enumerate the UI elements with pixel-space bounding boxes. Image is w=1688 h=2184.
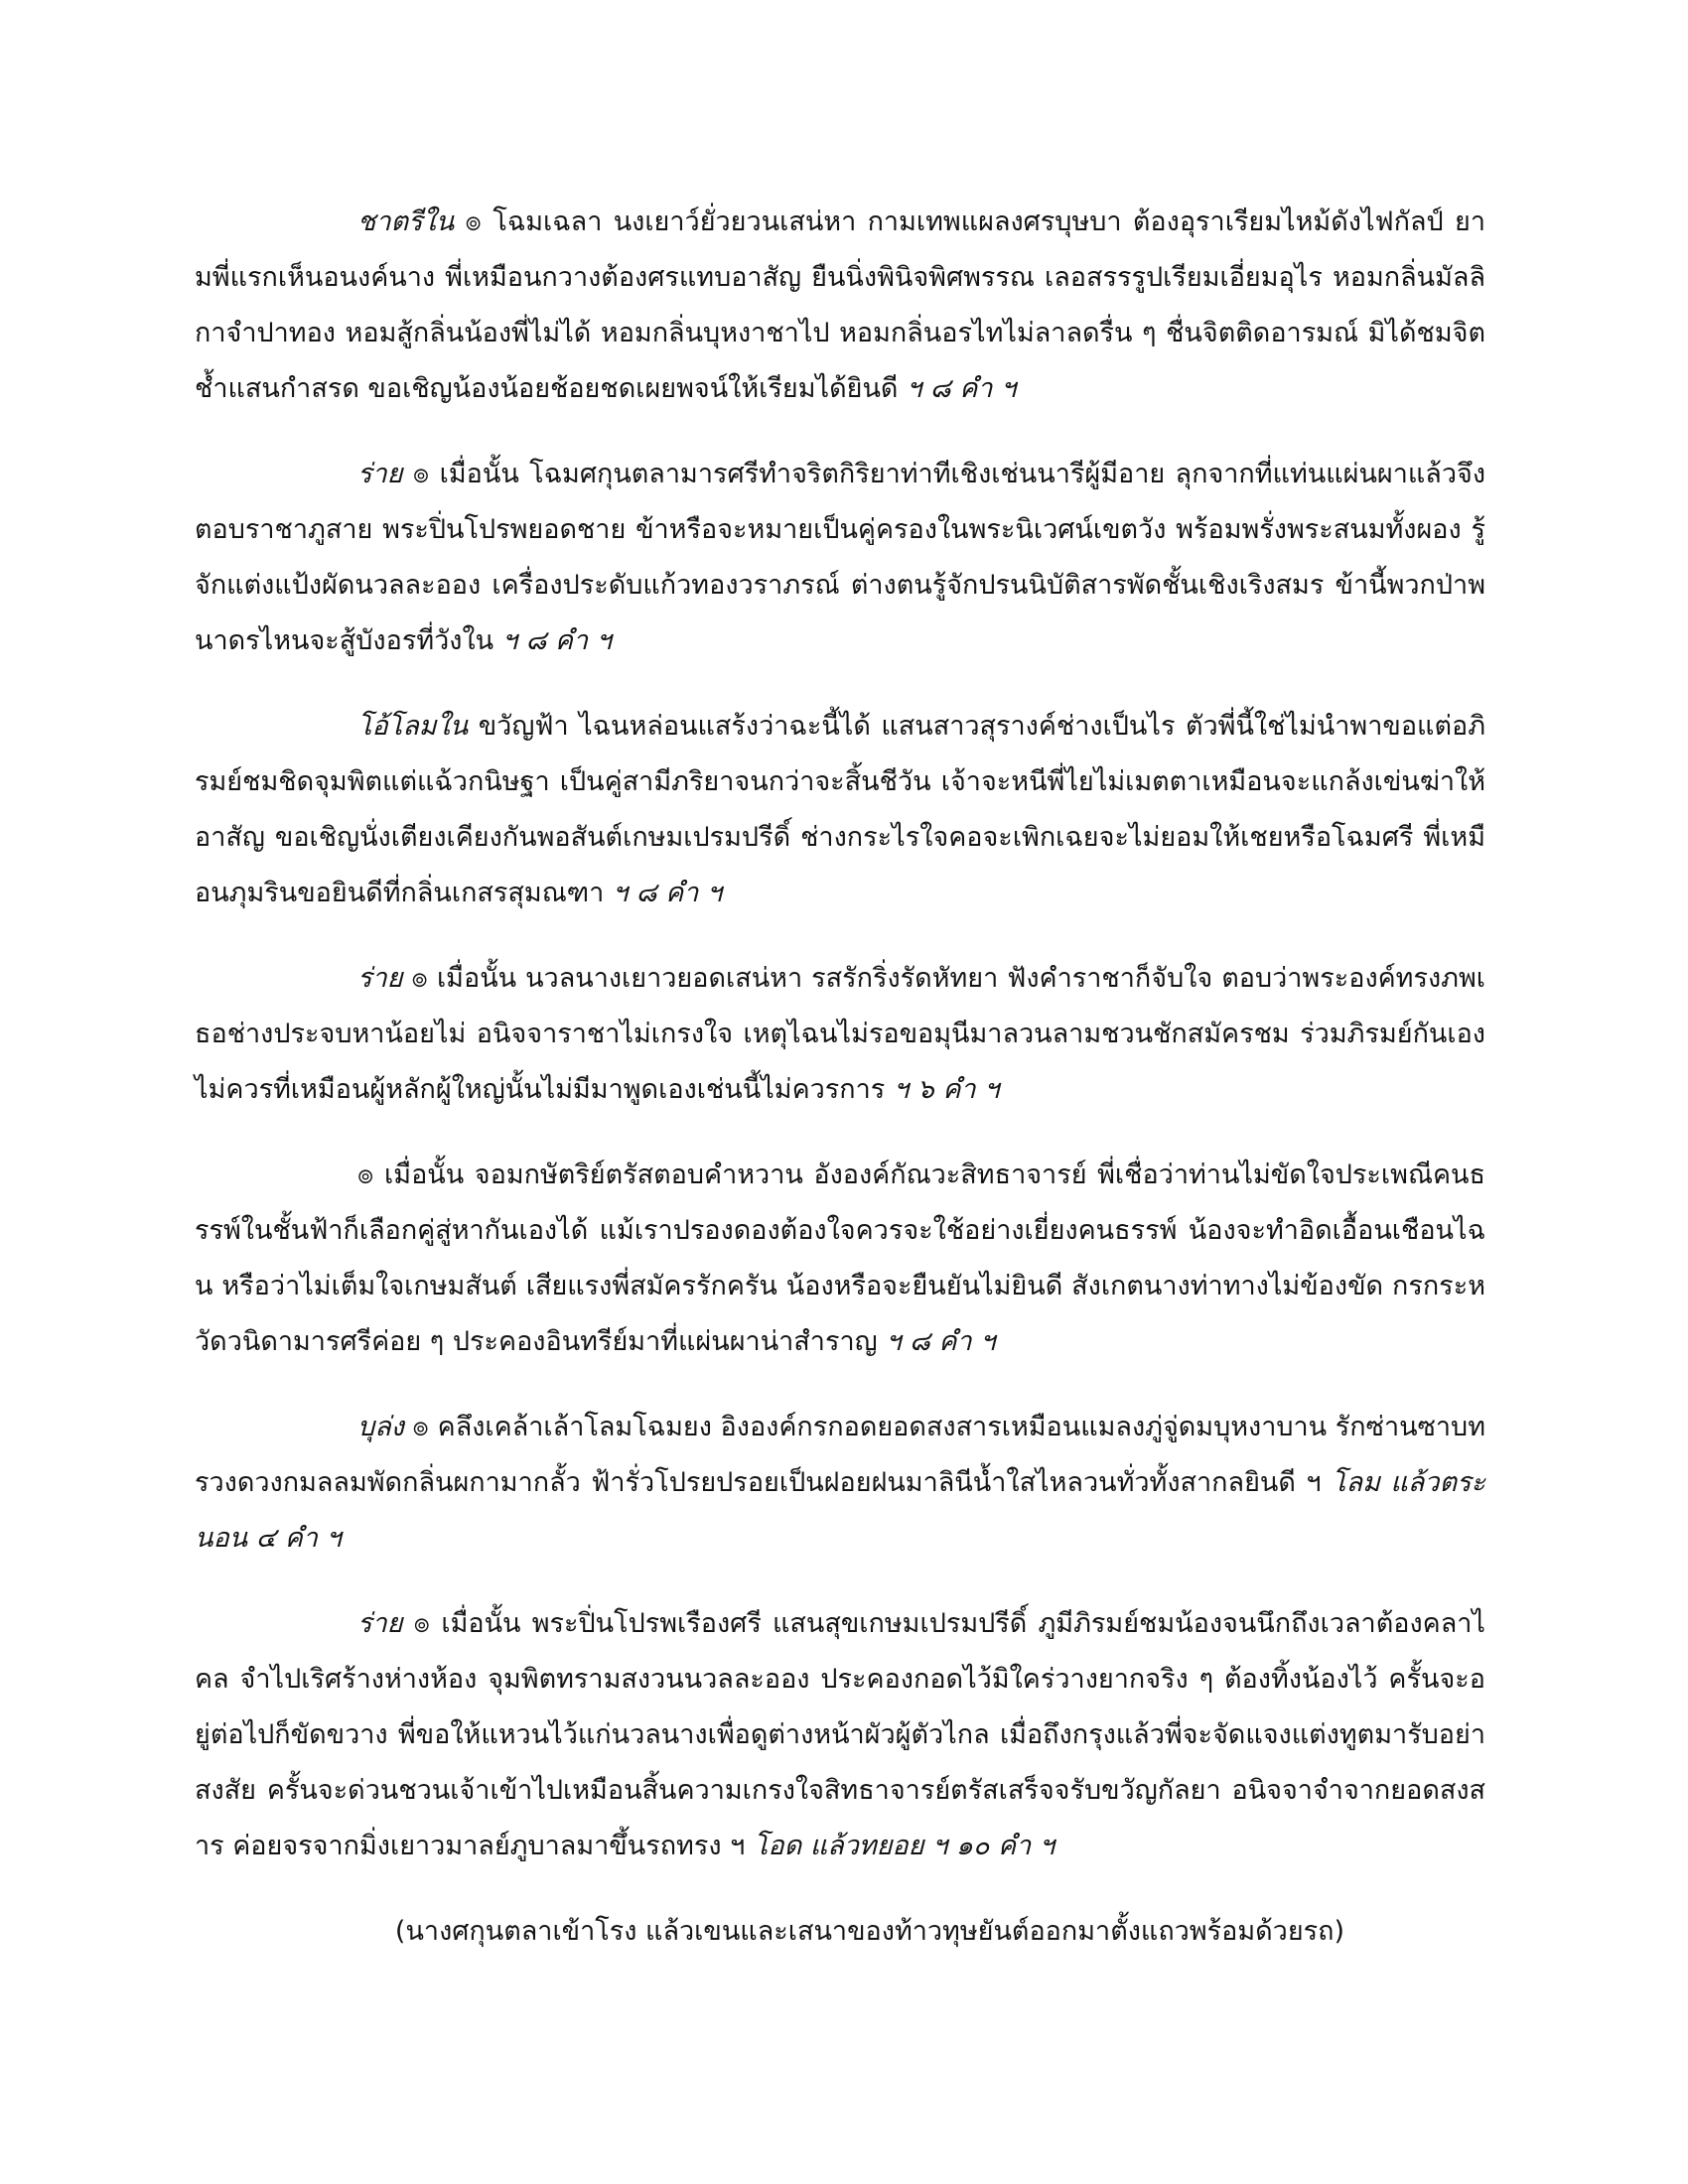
verse-paragraph-4 <box>195 951 1485 1118</box>
document-page <box>195 195 1485 1960</box>
verse-text: ๏ เมื่อนั้น พระปิ่นโปรพเรืองศรี แสนสุขเกษมเปรมปรีดิ์ ภูมีภิรมย์ชมน้องจนนึกถึงเวลาต้องคลาไคล จำไปเริศร้างห่างห้อง จุมพิตทรามสงวนนวลละออง ประคองกอดไว้มิใคร่วางยากจริง ๆ ต้องทิ้งน้องไว้ ครั้นจะอยู่ต่อไปก็ขัดขวาง พี่ขอให้แหวนไว้แก่นวลนางเพื่อดูต่างหน้าผัวผู้ตัวไกล เมื่อถึงกรุงแล้วพี่จะจัดแจงแต่งทูตมารับอย่าสงสัย ครั้นจะด่วนชวนเจ้าเข้าไปเหมือนสิ้นความเกรงใจสิทธาจารย์ตรัสเสร็จจรับขวัญกัลยา อนิจจาจำจากยอดสงสาร ค่อยจรจากมิ่งเยาวมาลย์ภูบาลมาขึ้นรถทรง ฯ <box>195 1608 1485 1861</box>
verse-paragraph-2 <box>195 447 1485 669</box>
tune-name: โอ้โลมใน <box>357 711 469 742</box>
verse-text: ๏ คลึงเคล้าเล้าโลมโฉมยง อิงองค์กรกอดยอดสงสารเหมือนแมลงภู่จู่ดมบุหงาบาน รักซ่านซาบทรวงดวงกมลลมพัดกลิ่นผกามากลั้ว ฟ้ารั่วโปรยปรอยเป็นฝอยฝนมาลินีน้ำใสไหลวนทั่วทั้งสากลยินดี ฯ <box>195 1412 1485 1498</box>
tune-name: บุล่ง <box>357 1412 404 1442</box>
verse-count: ฯ ๘ คำ ฯ <box>886 1326 996 1357</box>
verse-text: ๏ โฉมเฉลา นงเยาว์ยั่วยวนเสน่หา กามเทพแผลงศรบุษบา ต้องอุราเรียมไหม้ดังไฟกัลป์ ยามพี่แรกเห็นอนงค์นาง พี่เหมือนกวางต้องศรแทบอาสัญ ยืนนิ่งพินิจพิศพรรณ เลอสรรรูปเรียมเอี่ยมอุไร หอมกลิ่นมัลลิกาจำปาทอง หอมสู้กลิ่นน้องพี่ไม่ได้ หอมกลิ่นบุหงาชาไป หอมกลิ่นอรไทไม่ลาลดรื่น ๆ ชื่นจิตติดอารมณ์ มิได้ชมจิตช้ำแสนกำสรด ขอเชิญน้องน้อยช้อยชดเผยพจน์ให้เรียมได้ยินดี <box>195 206 1485 404</box>
tune-name: ชาตรีใน <box>357 206 455 237</box>
verse-text: ขวัญฟ้า ไฉนหล่อนแสร้งว่าฉะนี้ได้ แสนสาวสุรางค์ช่างเป็นไร ตัวพี่นี้ใช่ไม่นำพาขอแต่อภิรมย์ชมชิดจุมพิตแต่แฉ้วกนิษฐา เป็นคู่สามีภริยาจนกว่าจะสิ้นชีวัน เจ้าจะหนีพี่ไยไม่เมตตาเหมือนจะแกล้งเข่นฆ่าให้อาสัญ ขอเชิญนั่งเตียงเคียงกันพอสันต์เกษมเปรมปรีดิ์ ช่างกระไรใจคอจะเพิกเฉยจะไม่ยอมให้เชยหรือโฉมศรี พี่เหมือนภุมรินขอยินดีที่กลิ่นเกสรสุมณฑา <box>195 711 1485 908</box>
stage-direction: (นางศกุนตลาเข้าโรง แล้วเขนและเสนาของท้าวทุษยันต์ออกมาตั้งแถวพร้อมด้วยรถ) <box>394 1916 1345 1947</box>
tune-name: ร่าย <box>357 963 403 994</box>
verse-count: ฯ ๘ คำ ฯ <box>612 878 723 908</box>
tune-name: ร่าย <box>357 459 403 489</box>
verse-text: ๏ เมื่อนั้น โฉมศกุนตลามารศรีทำจริตกิริยาท่าทีเชิงเช่นนารีผู้มีอาย ลุกจากที่แท่นแผ่นผาแล้วจึงตอบราชาภูสาย พระปิ่นโปรพยอดชาย ข้าหรือจะหมายเป็นคู่ครองในพระนิเวศน์เขตวัง พร้อมพรั่งพระสนมทั้งผอง รู้จักแต่งแป้งผัดนวลละออง เครื่องประดับแก้วทองวราภรณ์ ต่างตนรู้จักปรนนิบัติสารพัดชั้นเชิงเริงสมร ข้านี้พวกป่าพนาดรไหนจะสู้บังอรที่วังใน <box>195 459 1485 656</box>
verse-text: ๏ เมื่อนั้น นวลนางเยาวยอดเสน่หา รสรักริ่งรัดหัทยา ฟังคำราชาก็จับใจ ตอบว่าพระองค์ทรงภพเธอช่างประจบหาน้อยไม่ อนิจจาราชาไม่เกรงใจ เหตุไฉนไม่รอขอมุนีมาลวนลามชวนชักสมัครชม ร่วมภิรมย์กันเองไม่ควรที่เหมือนผู้หลักผู้ใหญ่นั้นไม่มีมาพูดเองเช่นนี้ไม่ควรการ <box>195 963 1485 1105</box>
verse-paragraph-6 <box>195 1400 1485 1567</box>
verse-paragraph-5 <box>195 1148 1485 1370</box>
verse-count: โลม แล้วตระนอน ๔ คำ ฯ <box>195 1467 1485 1554</box>
verse-text: ๏ เมื่อนั้น จอมกษัตริย์ตรัสตอบคำหวาน อังองค์กัณวะสิทธาจารย์ พี่เชื่อว่าท่านไม่ขัดใจประเพณีคนธรรพ์ในชั้นฟ้าก็เลือกคู่สู่หากันเองได้ แม้เราปรองดองต้องใจควรจะใช้อย่างเยี่ยงคนธรรพ์ น้องจะทำอิดเอื้อนเชือนไฉน หรือว่าไม่เต็มใจเกษมสันต์ เสียแรงพี่สมัครรักครัน น้องหรือจะยืนยันไม่ยินดี สังเกตนางท่าทางไม่ข้องขัด กรกระหวัดวนิดามารศรีค่อย ๆ ประคองอินทรีย์มาที่แผ่นผาน่าสำราญ <box>195 1160 1485 1357</box>
verse-paragraph-1 <box>195 195 1485 417</box>
verse-count: โอด แล้วทยอย ฯ ๑๐ คำ ฯ <box>753 1831 1055 1861</box>
verse-count: ฯ ๖ คำ ฯ <box>893 1074 1000 1105</box>
verse-paragraph-3 <box>195 699 1485 921</box>
verse-paragraph-7 <box>195 1596 1485 1874</box>
verse-count: ฯ ๘ คำ ฯ <box>501 625 612 656</box>
tune-name: ร่าย <box>357 1608 403 1639</box>
verse-count: ฯ ๘ คำ ฯ <box>907 373 1017 404</box>
